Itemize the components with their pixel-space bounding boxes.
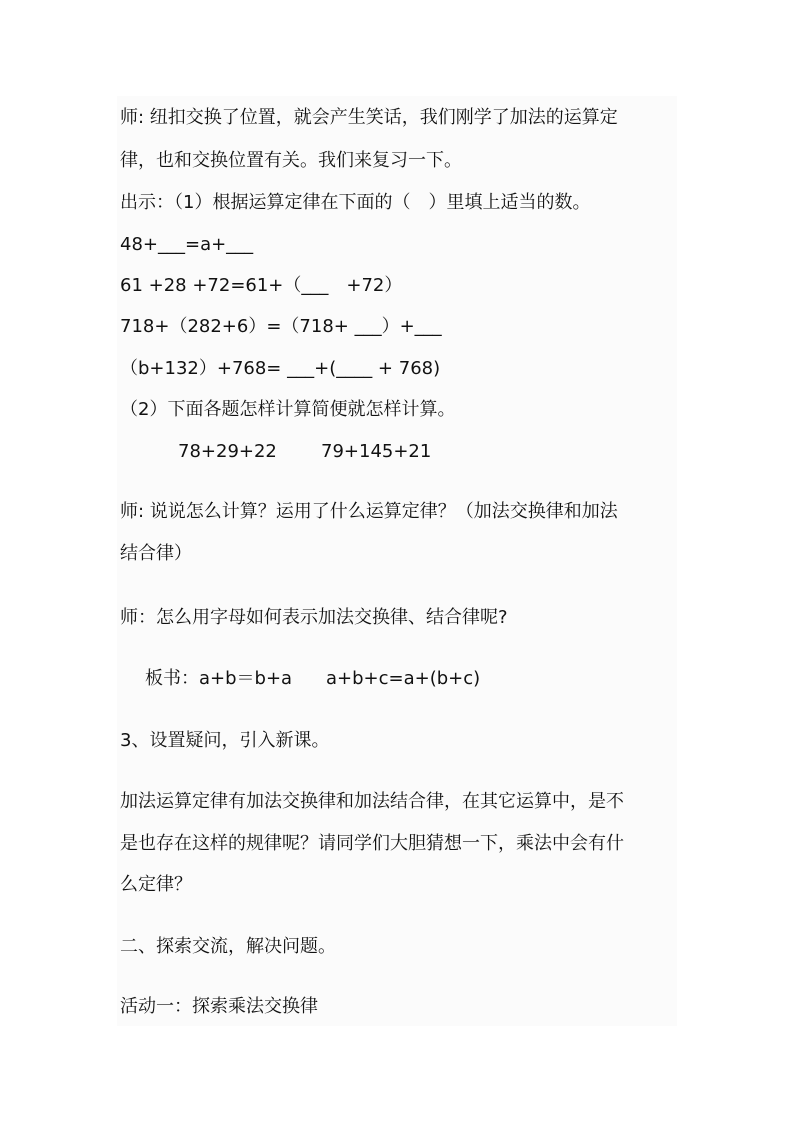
board-formula-commutative: 板书：a+b＝b+a [145, 668, 293, 689]
paragraph-line: 律，也和交换位置有关。我们来复习一下。 [120, 150, 462, 171]
section-heading: 二、探索交流，解决问题。 [120, 936, 336, 957]
equation-line: （b+132）+768= ___+(____ + 768) [120, 358, 441, 379]
paragraph-line: 么定律？ [120, 874, 192, 895]
activity-heading: 活动一：探索乘法交换律 [120, 996, 318, 1017]
paragraph-line: 师: 纽扣交换了位置，就会产生笑话，我们刚学了加法的运算定 [120, 107, 618, 128]
paragraph-line: 加法运算定律有加法交换律和加法结合律，在其它运算中，是不 [120, 791, 624, 812]
paragraph-line: （2）下面各题怎样计算简便就怎样计算。 [120, 399, 456, 420]
paragraph-line: 师: 说说怎么计算？运用了什么运算定律？（加法交换律和加法 [120, 501, 618, 522]
equation-line: 61 +28 +72=61+（___ +72） [120, 275, 403, 296]
equation-line: 718+（282+6）=（718+ ___）+___ [120, 316, 442, 337]
board-formula-associative: a+b+c=a+(b+c) [326, 668, 481, 689]
expression-one: 78+29+22 [178, 441, 277, 462]
section-heading: 3、设置疑问，引入新课。 [120, 730, 330, 751]
equation-line: 48+___=a+___ [120, 234, 254, 255]
expression-two: 79+145+21 [321, 441, 432, 462]
paragraph-line: 师：怎么用字母如何表示加法交换律、结合律呢? [120, 607, 508, 628]
paragraph-line: 是也存在这样的规律呢？请同学们大胆猜想一下，乘法中会有什 [120, 833, 624, 854]
paragraph-line: 结合律） [120, 543, 192, 564]
paragraph-line: 出示：（1）根据运算定律在下面的（ ）里填上适当的数。 [120, 192, 591, 213]
